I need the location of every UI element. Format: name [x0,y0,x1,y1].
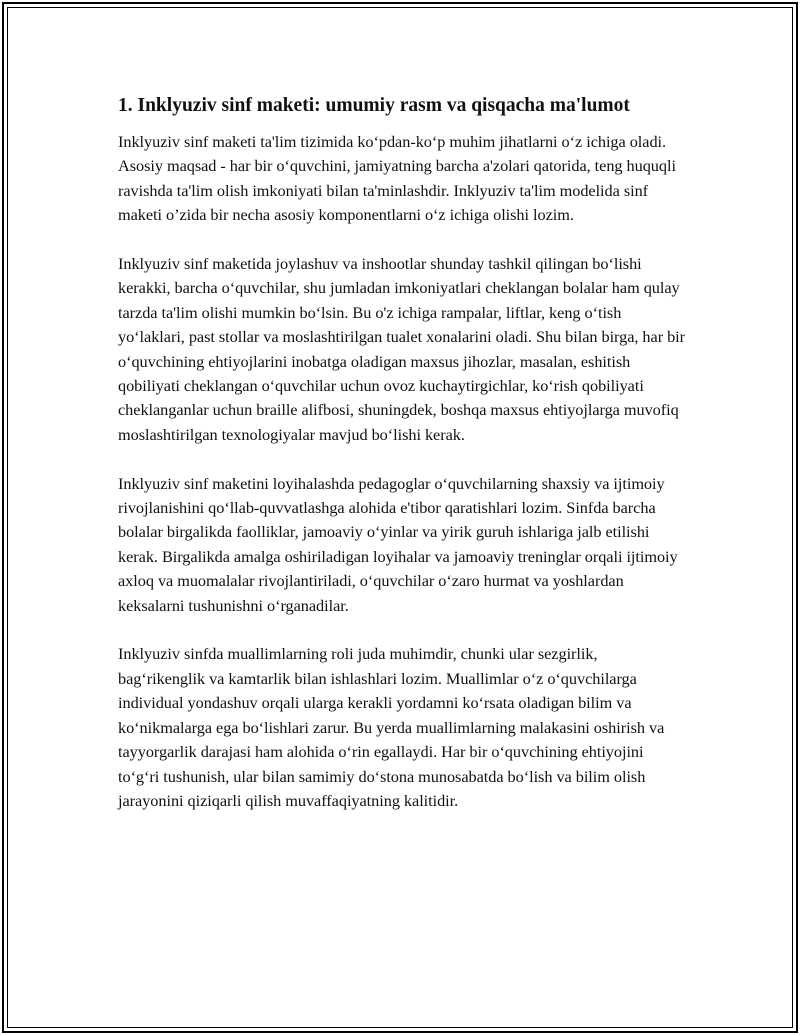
section-title: 1. Inklyuziv sinf maketi: umumiy rasm va qisqacha ma'lumot [118,95,630,116]
paragraph-3: Inklyuziv sinf maketini loyihalashda pedagoglar o‘quvchilarning shaxsiy va ijtimoiy rivojlanishini qo‘llab-quvvatlashga alohida e'tibor qaratishlari lozim. Sinfda barcha bolalar birgalikda faolliklar, jamoaviy o‘yinlar va yirik guruh ishlariga jalb etilishi kerak. Birgalikda amalga oshiriladigan loyihalar va jamoaviy treninglar orqali ijtimoiy axloq va muomalalar rivojlantiriladi, o‘quvchilar o‘zaro hurmat va yoshlardan keksalarni tushunishni o‘rganadilar. [118,473,678,615]
paragraph-1: Inklyuziv sinf maketi ta'lim tizimida ko‘pdan-ko‘p muhim jihatlarni o‘z ichiga oladi. Asosiy maqsad - har bir o‘quvchini, jamiyatning barcha a'zolari qatorida, teng huquqli ravishda ta'lim olish imkoniyati bilan ta'minlashdir. Inklyuziv ta'lim modelida sinf maketi o’zida bir necha asosiy komponentlarni o‘z ichiga olishi lozim. [118,132,676,225]
paragraph-2: Inklyuziv sinf maketida joylashuv va inshootlar shunday tashkil qilingan bo‘lishi kerakki, barcha o‘quvchilar, shu jumladan imkoniyatlari cheklangan bolalar ham qulay tarzda ta'lim olishi mumkin bo‘lsin. Bu o'z ichiga rampalar, liftlar, keng o‘tish yo‘laklari, past stollar va moslashtirilgan tualet xonalarini oladi. Shu bilan birga, har bir o‘quvchining ehtiyojlarini inobatga oladigan maxsus jihozlar, masalan, eshitish qobiliyati cheklangan o‘quvchilar uchun ovoz kuchaytirgichlar, ko‘rish qobiliyati cheklanganlar uchun braille alifbosi, shuningdek, boshqa maxsus ehtiyojlarga muvofiq moslashtirilgan texnologiyalar mavjud bo‘lishi kerak. [118,254,686,444]
paragraph-4: Inklyuziv sinfda muallimlarning roli juda muhimdir, chunki ular sezgirlik, bag‘rikenglik va kamtarlik bilan ishlashlari lozim. Muallimlar o‘z o‘quvchilarga individual yondashuv orqali ularga kerakli yordamni ko‘rsata oladigan bilim va ko‘nikmalarga ega bo‘lishlari zarur. Bu yerda muallimlarning malakasini oshirish va tayyorgarlik darajasi ham alohida o‘rin egallaydi. Har bir o‘quvchining ehtiyojini to‘g‘ri tushunish, ular bilan samimiy do‘stona munosabatda bo‘lish va bilim olish jarayonini qiziqarli qilish muvaffaqiyatning kalitidir. [118,644,665,810]
document-body [118,92,688,838]
